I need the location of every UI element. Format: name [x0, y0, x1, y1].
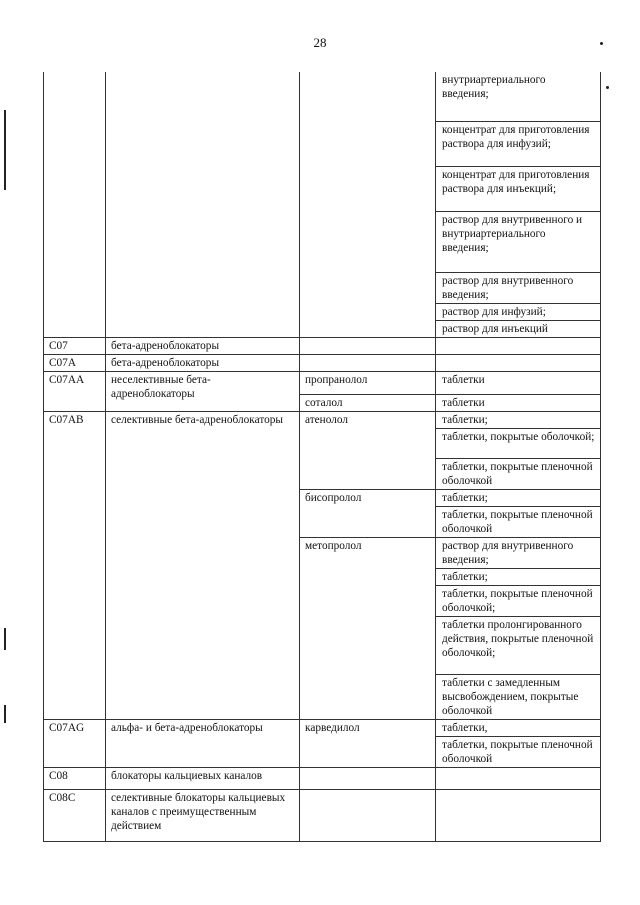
table-row	[44, 371, 601, 394]
form-cell: таблетки;	[436, 411, 601, 428]
table-row	[44, 411, 601, 428]
atc-code: C07AA	[44, 371, 106, 411]
form-cell: раствор для инъекций	[436, 320, 601, 337]
atc-code: C07A	[44, 354, 106, 371]
form-cell: таблетки;	[436, 568, 601, 585]
scan-dot-right	[606, 86, 609, 89]
form-cell: концентрат для приготовления раствора для инъекций;	[436, 166, 601, 211]
scan-dot-top-right	[600, 42, 603, 45]
form-cell: раствор для внутривенного и внутриартериального введения;	[436, 211, 601, 272]
form-cell: таблетки;	[436, 489, 601, 506]
drug-name: пропранолол	[300, 371, 436, 394]
drug-name: атенолол	[300, 411, 436, 489]
form-cell: внутриартериального введения;	[436, 72, 601, 121]
atc-code: C07AG	[44, 719, 106, 767]
table-row	[44, 789, 601, 841]
group-name: альфа- и бета-адреноблокаторы	[106, 719, 300, 767]
form-cell-empty	[436, 767, 601, 789]
form-cell-empty	[436, 789, 601, 841]
atc-code: C07AB	[44, 411, 106, 719]
drug-name: метопролол	[300, 537, 436, 719]
atc-code: C08C	[44, 789, 106, 841]
form-cell-empty	[436, 354, 601, 371]
form-cell: концентрат для приготовления раствора для инфузий;	[436, 121, 601, 166]
atc-code: C07	[44, 337, 106, 354]
group-name: блокаторы кальциевых каналов	[106, 767, 300, 789]
form-cell: таблетки	[436, 371, 601, 394]
drug-name: соталол	[300, 394, 436, 411]
form-cell: таблетки пролонгированного действия, покрытые пленочной оболочкой;	[436, 616, 601, 674]
drug-cell-empty	[300, 354, 436, 371]
drug-name: карведилол	[300, 719, 436, 767]
scan-mark-left-bottom	[4, 705, 6, 723]
form-cell: таблетки,	[436, 719, 601, 736]
table-row	[44, 354, 601, 371]
table-row	[44, 719, 601, 736]
group-name: селективные бета-адреноблокаторы	[106, 411, 300, 719]
drug-classification-table	[43, 72, 601, 842]
form-cell: таблетки, покрытые пленочной оболочкой;	[436, 585, 601, 616]
atc-code: C08	[44, 767, 106, 789]
group-name: неселективные бета-адреноблокаторы	[106, 371, 300, 411]
form-cell: раствор для инфузий;	[436, 303, 601, 320]
group-cell-empty	[106, 72, 300, 337]
table-row	[44, 767, 601, 789]
drug-name: бисопролол	[300, 489, 436, 537]
drug-cell-empty	[300, 72, 436, 337]
group-name: бета-адреноблокаторы	[106, 337, 300, 354]
table-row	[44, 337, 601, 354]
group-name: бета-адреноблокаторы	[106, 354, 300, 371]
form-cell: раствор для внутривенного введения;	[436, 272, 601, 303]
form-cell-empty	[436, 337, 601, 354]
table-row	[44, 72, 601, 121]
form-cell: таблетки, покрытые пленочной оболочкой	[436, 506, 601, 537]
drug-cell-empty	[300, 789, 436, 841]
form-cell: таблетки, покрытые пленочной оболочкой	[436, 458, 601, 489]
page-number: 28	[313, 35, 327, 50]
scan-mark-left-top	[4, 110, 6, 190]
form-cell: таблетки, покрытые пленочной оболочкой	[436, 736, 601, 767]
form-cell: раствор для внутривенного введения;	[436, 537, 601, 568]
code-cell-empty	[44, 72, 106, 337]
group-name: селективные блокаторы кальциевых каналов с преимущественным действием	[106, 789, 300, 841]
drug-cell-empty	[300, 767, 436, 789]
form-cell: таблетки	[436, 394, 601, 411]
scan-mark-left-mid	[4, 628, 6, 650]
form-cell: таблетки с замедленным высвобождением, покрытые оболочкой	[436, 674, 601, 719]
drug-cell-empty	[300, 337, 436, 354]
form-cell: таблетки, покрытые оболочкой;	[436, 428, 601, 458]
